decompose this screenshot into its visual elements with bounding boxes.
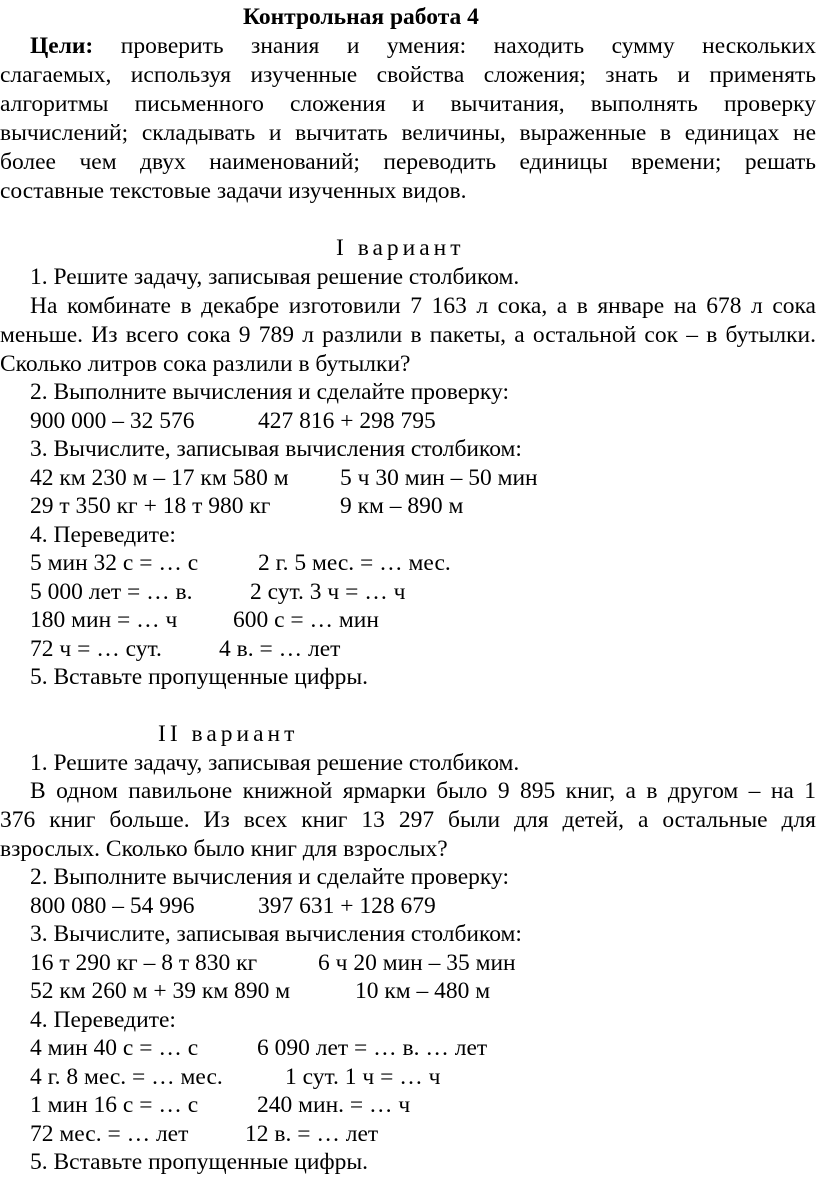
goals-text-1: проверить знания и умения: находить сумму нескольких xyxy=(120,33,816,59)
v2-task4-r1b: 6 090 лет = … в. … лет xyxy=(257,1035,488,1061)
v2-task1-line-2: 376 книг больше. Из всех книг 13 297 были для детей, а остальные для xyxy=(0,807,816,833)
v1-task1-line-1: На комбинате в декабре изготовили 7 163 л сока, а в январе на 678 л сока xyxy=(30,293,816,319)
v2-task4-title: 4. Переведите: xyxy=(30,1007,176,1033)
v2-task3-r2b: 10 км – 480 м xyxy=(355,978,491,1004)
v1-task4-r1b: 2 г. 5 мес. = … мес. xyxy=(258,550,451,576)
v2-task2-a: 800 080 – 54 996 xyxy=(30,893,195,919)
v2-task5-title: 5. Вставьте пропущенные цифры. xyxy=(30,1149,369,1175)
document-title: Контрольная работа 4 xyxy=(243,4,479,30)
goals-line-3: алгоритмы письменного сложения и вычитания, выполнять проверку xyxy=(0,91,816,117)
v2-task3-r1a: 16 т 290 кг – 8 т 830 кг xyxy=(30,950,258,976)
goals-line-2: слагаемых, используя изученные свойства сложения; знать и применять xyxy=(0,62,816,88)
variant-1-heading: I вариант xyxy=(336,235,465,261)
v2-task1-title: 1. Решите задачу, записывая решение столбиком. xyxy=(30,750,520,776)
v2-task2-b: 397 631 + 128 679 xyxy=(258,893,436,919)
v1-task2-a: 900 000 – 32 576 xyxy=(30,408,195,434)
v2-task3-title: 3. Вычислите, записывая вычисления столбиком: xyxy=(30,921,522,947)
v2-task1-line-1: В одном павильоне книжной ярмарки было 9 895 книг, а в другом – на 1 xyxy=(30,778,816,804)
v2-task4-r3a: 1 мин 16 с = … с xyxy=(30,1092,199,1118)
goals-line-5: более чем двух наименований; переводить единицы времени; решать xyxy=(0,149,816,175)
variant-2-heading: II вариант xyxy=(158,721,299,747)
goals-label: Цели: xyxy=(30,33,94,59)
v1-task4-r1a: 5 мин 32 с = … с xyxy=(30,550,199,576)
v2-task4-r4a: 72 мес. = … лет xyxy=(30,1121,189,1147)
v2-task4-r2a: 4 г. 8 мес. = … мес. xyxy=(30,1064,223,1090)
v2-task4-r1a: 4 мин 40 с = … с xyxy=(30,1035,199,1061)
v1-task2-title: 2. Выполните вычисления и сделайте проверку: xyxy=(30,379,509,405)
v2-task1-line-3: взрослых. Сколько было книг для взрослых? xyxy=(0,836,448,862)
v1-task1-line-2: меньше. Из всего сока 9 789 л разлили в пакеты, а остальной сок – в бутылки. xyxy=(0,322,816,348)
v1-task2-b: 427 816 + 298 795 xyxy=(258,408,436,434)
v1-task1-title: 1. Решите задачу, записывая решение столбиком. xyxy=(30,264,520,290)
v2-task2-title: 2. Выполните вычисления и сделайте проверку: xyxy=(30,864,509,890)
v1-task4-r4a: 72 ч = … сут. xyxy=(30,636,162,662)
v1-task3-r1b: 5 ч 30 мин – 50 мин xyxy=(340,465,538,491)
v1-task4-r3b: 600 с = … мин xyxy=(233,607,379,633)
goals-line-1 xyxy=(0,32,816,61)
goals-line-6: составные текстовые задачи изученных видов. xyxy=(0,178,467,204)
v1-task4-r3a: 180 мин = … ч xyxy=(30,607,178,633)
v2-task4-r4b: 12 в. = … лет xyxy=(245,1121,379,1147)
v1-task4-r2a: 5 000 лет = … в. xyxy=(30,579,193,605)
goals-line-4: вычислений; складывать и вычитать величины, выраженные в единицах не xyxy=(0,120,816,146)
v1-task4-r2b: 2 сут. 3 ч = … ч xyxy=(250,579,406,605)
v2-task4-r3b: 240 мин. = … ч xyxy=(257,1092,411,1118)
v1-task1-line-3: Сколько литров сока разлили в бутылки? xyxy=(0,351,411,377)
v1-task3-r1a: 42 км 230 м – 17 км 580 м xyxy=(30,465,289,491)
v1-task3-r2b: 9 км – 890 м xyxy=(340,493,464,519)
v1-task3-r2a: 29 т 350 кг + 18 т 980 кг xyxy=(30,493,271,519)
v2-task3-r2a: 52 км 260 м + 39 км 890 м xyxy=(30,978,291,1004)
v1-task5-title: 5. Вставьте пропущенные цифры. xyxy=(30,664,369,690)
v2-task3-r1b: 6 ч 20 мин – 35 мин xyxy=(318,950,516,976)
v2-task4-r2b: 1 сут. 1 ч = … ч xyxy=(285,1064,441,1090)
v1-task4-r4b: 4 в. = … лет xyxy=(219,636,341,662)
v1-task3-title: 3. Вычислите, записывая вычисления столбиком: xyxy=(30,436,522,462)
v1-task4-title: 4. Переведите: xyxy=(30,522,176,548)
